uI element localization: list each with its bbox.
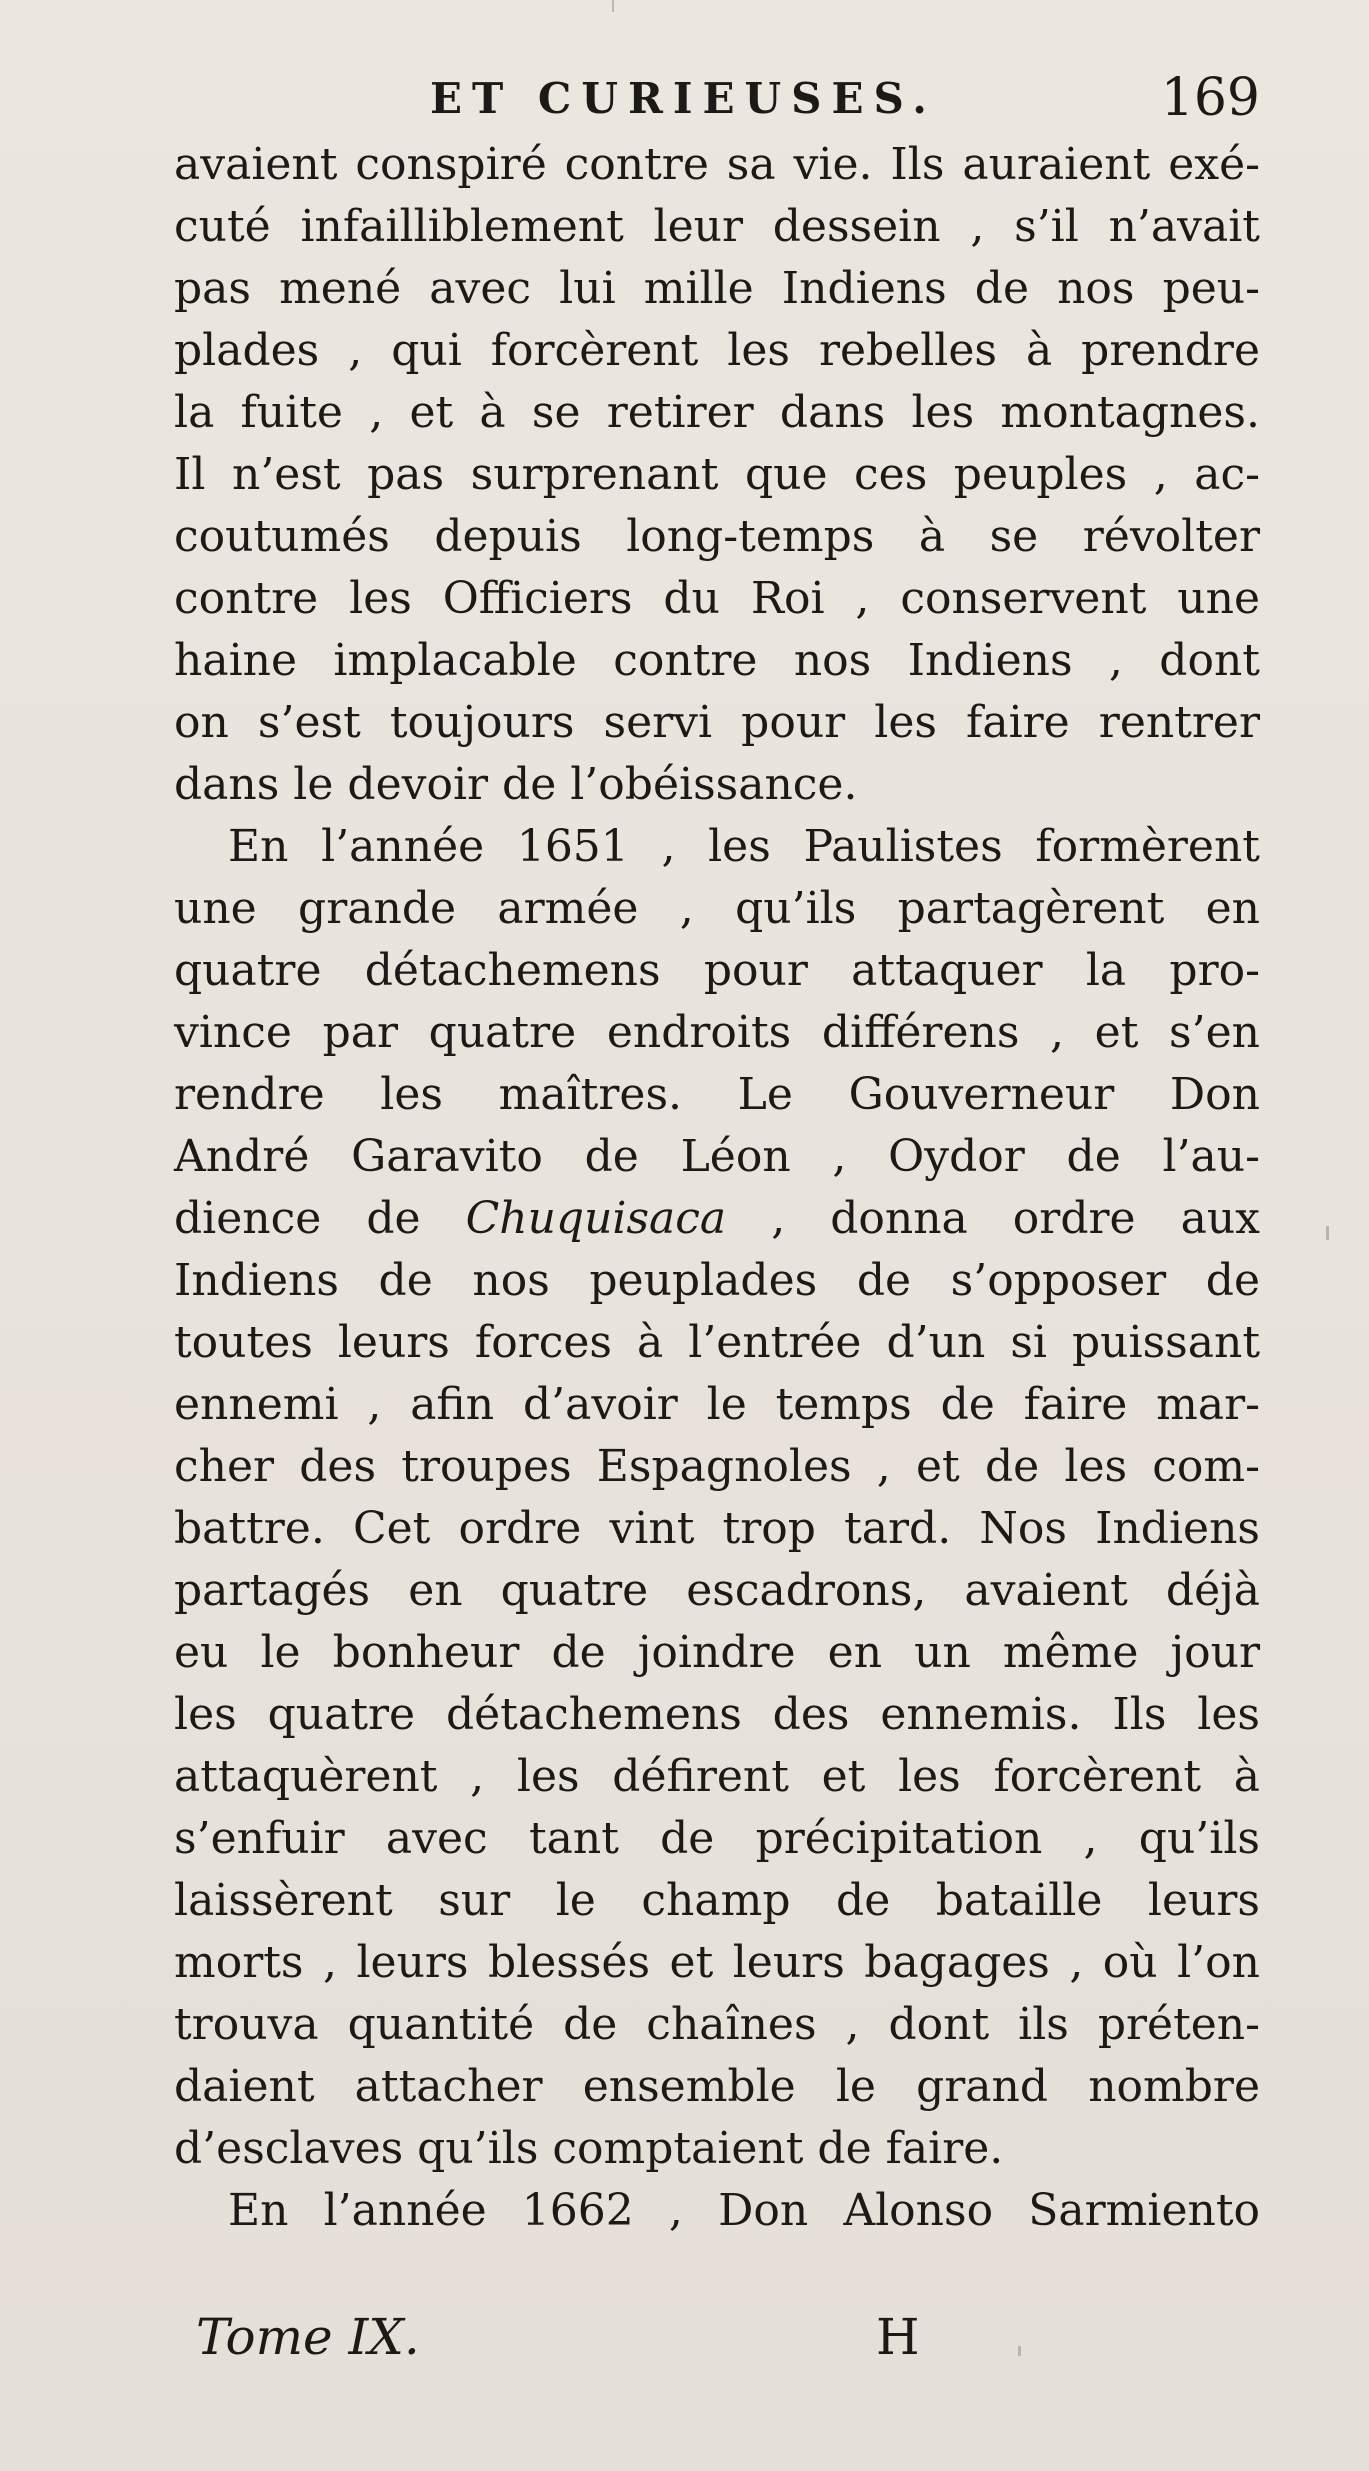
text-line: la fuite , et à se retirer dans les montagnes. xyxy=(174,387,1260,438)
text-line: Il n’est pas surprenant que ces peuples , ac- xyxy=(174,449,1260,500)
paper-speck xyxy=(612,0,614,12)
paragraph-start-line: En l’année 1651 , les Paulistes formèrent xyxy=(228,821,1260,872)
text-line: trouva quantité de chaînes , dont ils préten- xyxy=(174,1999,1260,2050)
paper-speck xyxy=(1326,1226,1329,1240)
text-line: battre. Cet ordre vint trop tard. Nos Indiens xyxy=(174,1503,1260,1554)
volume-label: Tome IX. xyxy=(196,2308,420,2366)
text-line: rendre les maîtres. Le Gouverneur Don xyxy=(174,1069,1260,1120)
text-line: haine implacable contre nos Indiens , dont xyxy=(174,635,1260,686)
text-line: André Garavito de Léon , Oydor de l’au- xyxy=(174,1131,1260,1182)
paper-speck xyxy=(1018,2346,1021,2356)
signature-mark: H xyxy=(876,2308,920,2366)
text-line: attaquèrent , les défirent et les forcèrent à xyxy=(174,1751,1260,1802)
text-line: ennemi , afin d’avoir le temps de faire mar- xyxy=(174,1379,1260,1430)
paragraph-start-line: En l’année 1662 , Don Alonso Sarmiento xyxy=(228,2185,1260,2236)
text-line: quatre détachemens pour attaquer la pro- xyxy=(174,945,1260,996)
page-footer xyxy=(196,2308,1196,2368)
text-line: daient attacher ensemble le grand nombre xyxy=(174,2061,1260,2112)
text-line: dience de Chuquisaca , donna ordre aux xyxy=(174,1193,1260,1244)
body-text xyxy=(174,134,1260,2242)
place-name-italic: Chuquisaca xyxy=(465,1193,727,1244)
text-line: cuté infailliblement leur dessein , s’il n’avait xyxy=(174,201,1260,252)
text-line: s’enfuir avec tant de précipitation , qu’ils xyxy=(174,1813,1260,1864)
text-line: cher des troupes Espagnoles , et de les com- xyxy=(174,1441,1260,1492)
paragraph-end-line: dans le devoir de l’obéissance. xyxy=(174,759,858,810)
text-line: contre les Officiers du Roi , conservent une xyxy=(174,573,1260,624)
text-line: partagés en quatre escadrons, avaient déjà xyxy=(174,1565,1260,1616)
text-line: eu le bonheur de joindre en un même jour xyxy=(174,1627,1260,1678)
text-line: vince par quatre endroits différens , et s’en xyxy=(174,1007,1260,1058)
text-line: laissèrent sur le champ de bataille leurs xyxy=(174,1875,1260,1926)
text-line: toutes leurs forces à l’entrée d’un si puissant xyxy=(174,1317,1260,1368)
text-line: coutumés depuis long-temps à se révolter xyxy=(174,511,1260,562)
running-title: ET CURIEUSES. xyxy=(430,74,937,123)
text-line: pas mené avec lui mille Indiens de nos peu- xyxy=(174,263,1260,314)
text-line: on s’est toujours servi pour les faire rentrer xyxy=(174,697,1260,748)
text-line: avaient conspiré contre sa vie. Ils auraient exé- xyxy=(174,139,1260,190)
page-number: 169 xyxy=(1160,68,1260,128)
text-line: morts , leurs blessés et leurs bagages , où l’on xyxy=(174,1937,1260,1988)
text-line: une grande armée , qu’ils partagèrent en xyxy=(174,883,1260,934)
paragraph-end-line: d’esclaves qu’ils comptaient de faire. xyxy=(174,2123,1004,2174)
running-header xyxy=(180,64,1260,144)
text-line: les quatre détachemens des ennemis. Ils les xyxy=(174,1689,1260,1740)
text-line: plades , qui forcèrent les rebelles à prendre xyxy=(174,325,1260,376)
text-line: Indiens de nos peuplades de s’opposer de xyxy=(174,1255,1260,1306)
